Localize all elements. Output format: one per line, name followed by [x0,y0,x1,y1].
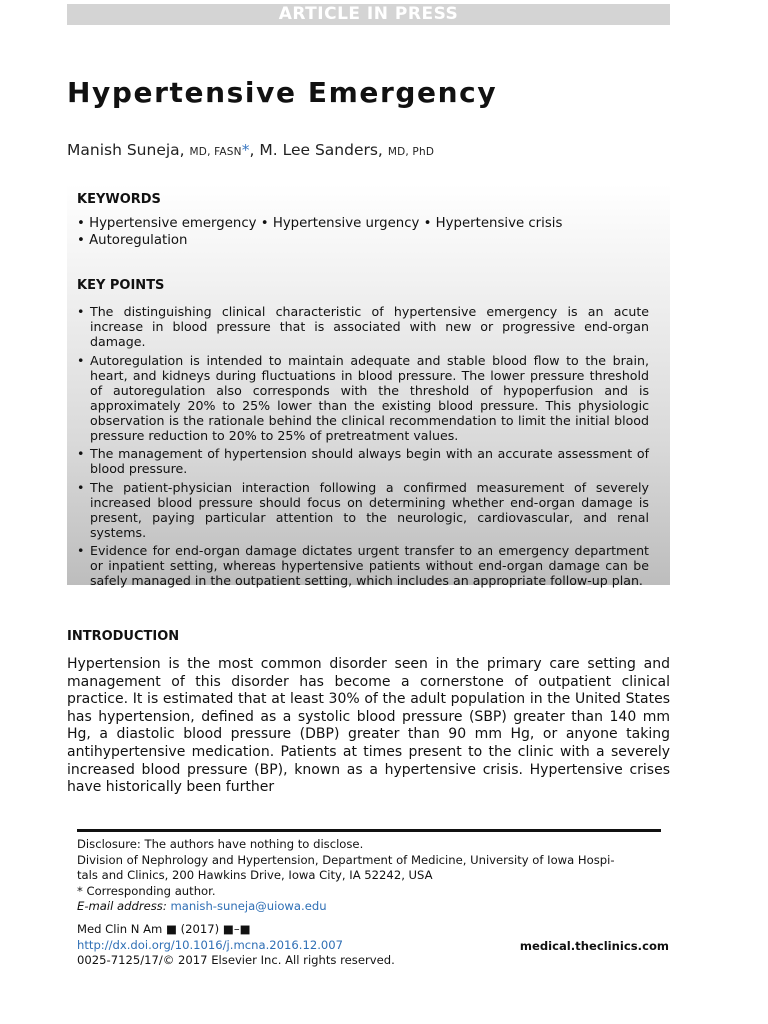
article-title: Hypertensive Emergency [67,76,498,109]
key-point-item [77,353,649,443]
bullet: • [77,479,85,495]
key-point-text: Evidence for end-organ damage dictates urgent transfer to an emergency department or inpatient setting, whereas hypertensive patients without end-organ damage can be safely managed in the outpatient setting, which includes an appropriate follow-up plan. [90,543,649,588]
key-point-text: Autoregulation is intended to maintain adequate and stable blood flow to the brain, heart, and kidneys during fluctuations in blood pressure. The lower pressure threshold of autoregulation also corresponds with the threshold of hypoperfusion and is approximately 20% to 25% lower than the existing blood pressure. This physiologic observation is the rationale behind the clinical recommendation to limit the initial blood pressure reduction to 20% to 25% of pretreatment values. [90,352,649,443]
email-line [77,899,677,915]
bullet: • [77,304,85,319]
key-point-item [77,543,649,588]
introduction-paragraph: Hypertension is the most common disorder seen in the primary care setting and management of this disorder has become a cornerstone of outpatient clinical practice. It is estimated that at least 30% of the adult population in the United States has hypertension, defined as a systolic blood pressure (SBP) greater than 140 mm Hg, a diastolic blood pressure (DBP) greater than 90 mm Hg, or anyone taking antihypertensive medication. Patients at times present to the clinic with a severely increased blood pressure (BP), known as a hypertensive crisis. Hypertensive crises have historically been further [67,656,670,796]
author-separator: , [249,141,255,159]
email-label: E-mail address: [77,899,167,913]
bullet: • [77,543,85,558]
key-point-item [77,480,649,540]
affiliation-line-1: Division of Nephrology and Hypertension, Department of Medicine, University of Iowa Hospi- [77,852,615,867]
keywords-line-2: • Autoregulation [77,233,188,248]
author-line [67,141,434,159]
article-in-press-banner: ARTICLE IN PRESS [67,4,670,25]
footnote-divider [77,829,661,832]
key-point-text: The patient-physician interaction following a confirmed measurement of severely increased blood pressure should focus on determining whether end-organ damage is present, paying particular attention to the neurologic, cardiovascular, and renal systems. [90,479,649,540]
bullet: • [77,446,85,461]
journal-citation: Med Clin N Am ■ (2017) ■–■ [77,922,251,936]
author-2-degrees: MD, PhD [387,146,435,158]
key-point-text: The management of hypertension should always begin with an accurate assessment of blood pressure. [90,446,649,476]
bullet: • [77,352,85,368]
key-point-item [77,446,649,476]
affiliation-line-2: tals and Clinics, 200 Hawkins Drive, Iowa City, IA 52242, USA [77,868,433,882]
author-1-degrees: MD, FASN [189,146,242,158]
doi-link[interactable]: http://dx.doi.org/10.1016/j.mcna.2016.12.007 [77,937,344,952]
copyright-line: 0025-7125/17/© 2017 Elsevier Inc. All rights reserved. [77,953,395,967]
author-2-name: M. Lee Sanders, [259,141,383,159]
key-point-item [77,304,649,349]
key-points-list [77,304,649,592]
corresponding-author-note: * Corresponding author. [77,883,216,898]
key-points-heading: KEY POINTS [77,278,165,293]
author-1-name: Manish Suneja, [67,141,185,159]
corresponding-author-link[interactable]: * [241,141,250,159]
keywords-keypoints-box [67,184,670,588]
email-link[interactable]: manish-suneja@uiowa.edu [170,899,327,913]
keywords-line-1: • Hypertensive emergency • Hypertensive urgency • Hypertensive crisis [77,216,563,231]
introduction-heading: INTRODUCTION [67,629,180,644]
journal-site-link[interactable]: medical.theclinics.com [519,939,669,953]
keywords-heading: KEYWORDS [77,192,161,207]
footnotes-block [77,837,677,915]
key-point-text: The distinguishing clinical characteristic of hypertensive emergency is an acute increase in blood pressure that is associated with new or progressive end-organ damage. [90,304,649,349]
disclosure-note: Disclosure: The authors have nothing to disclose. [77,837,364,851]
